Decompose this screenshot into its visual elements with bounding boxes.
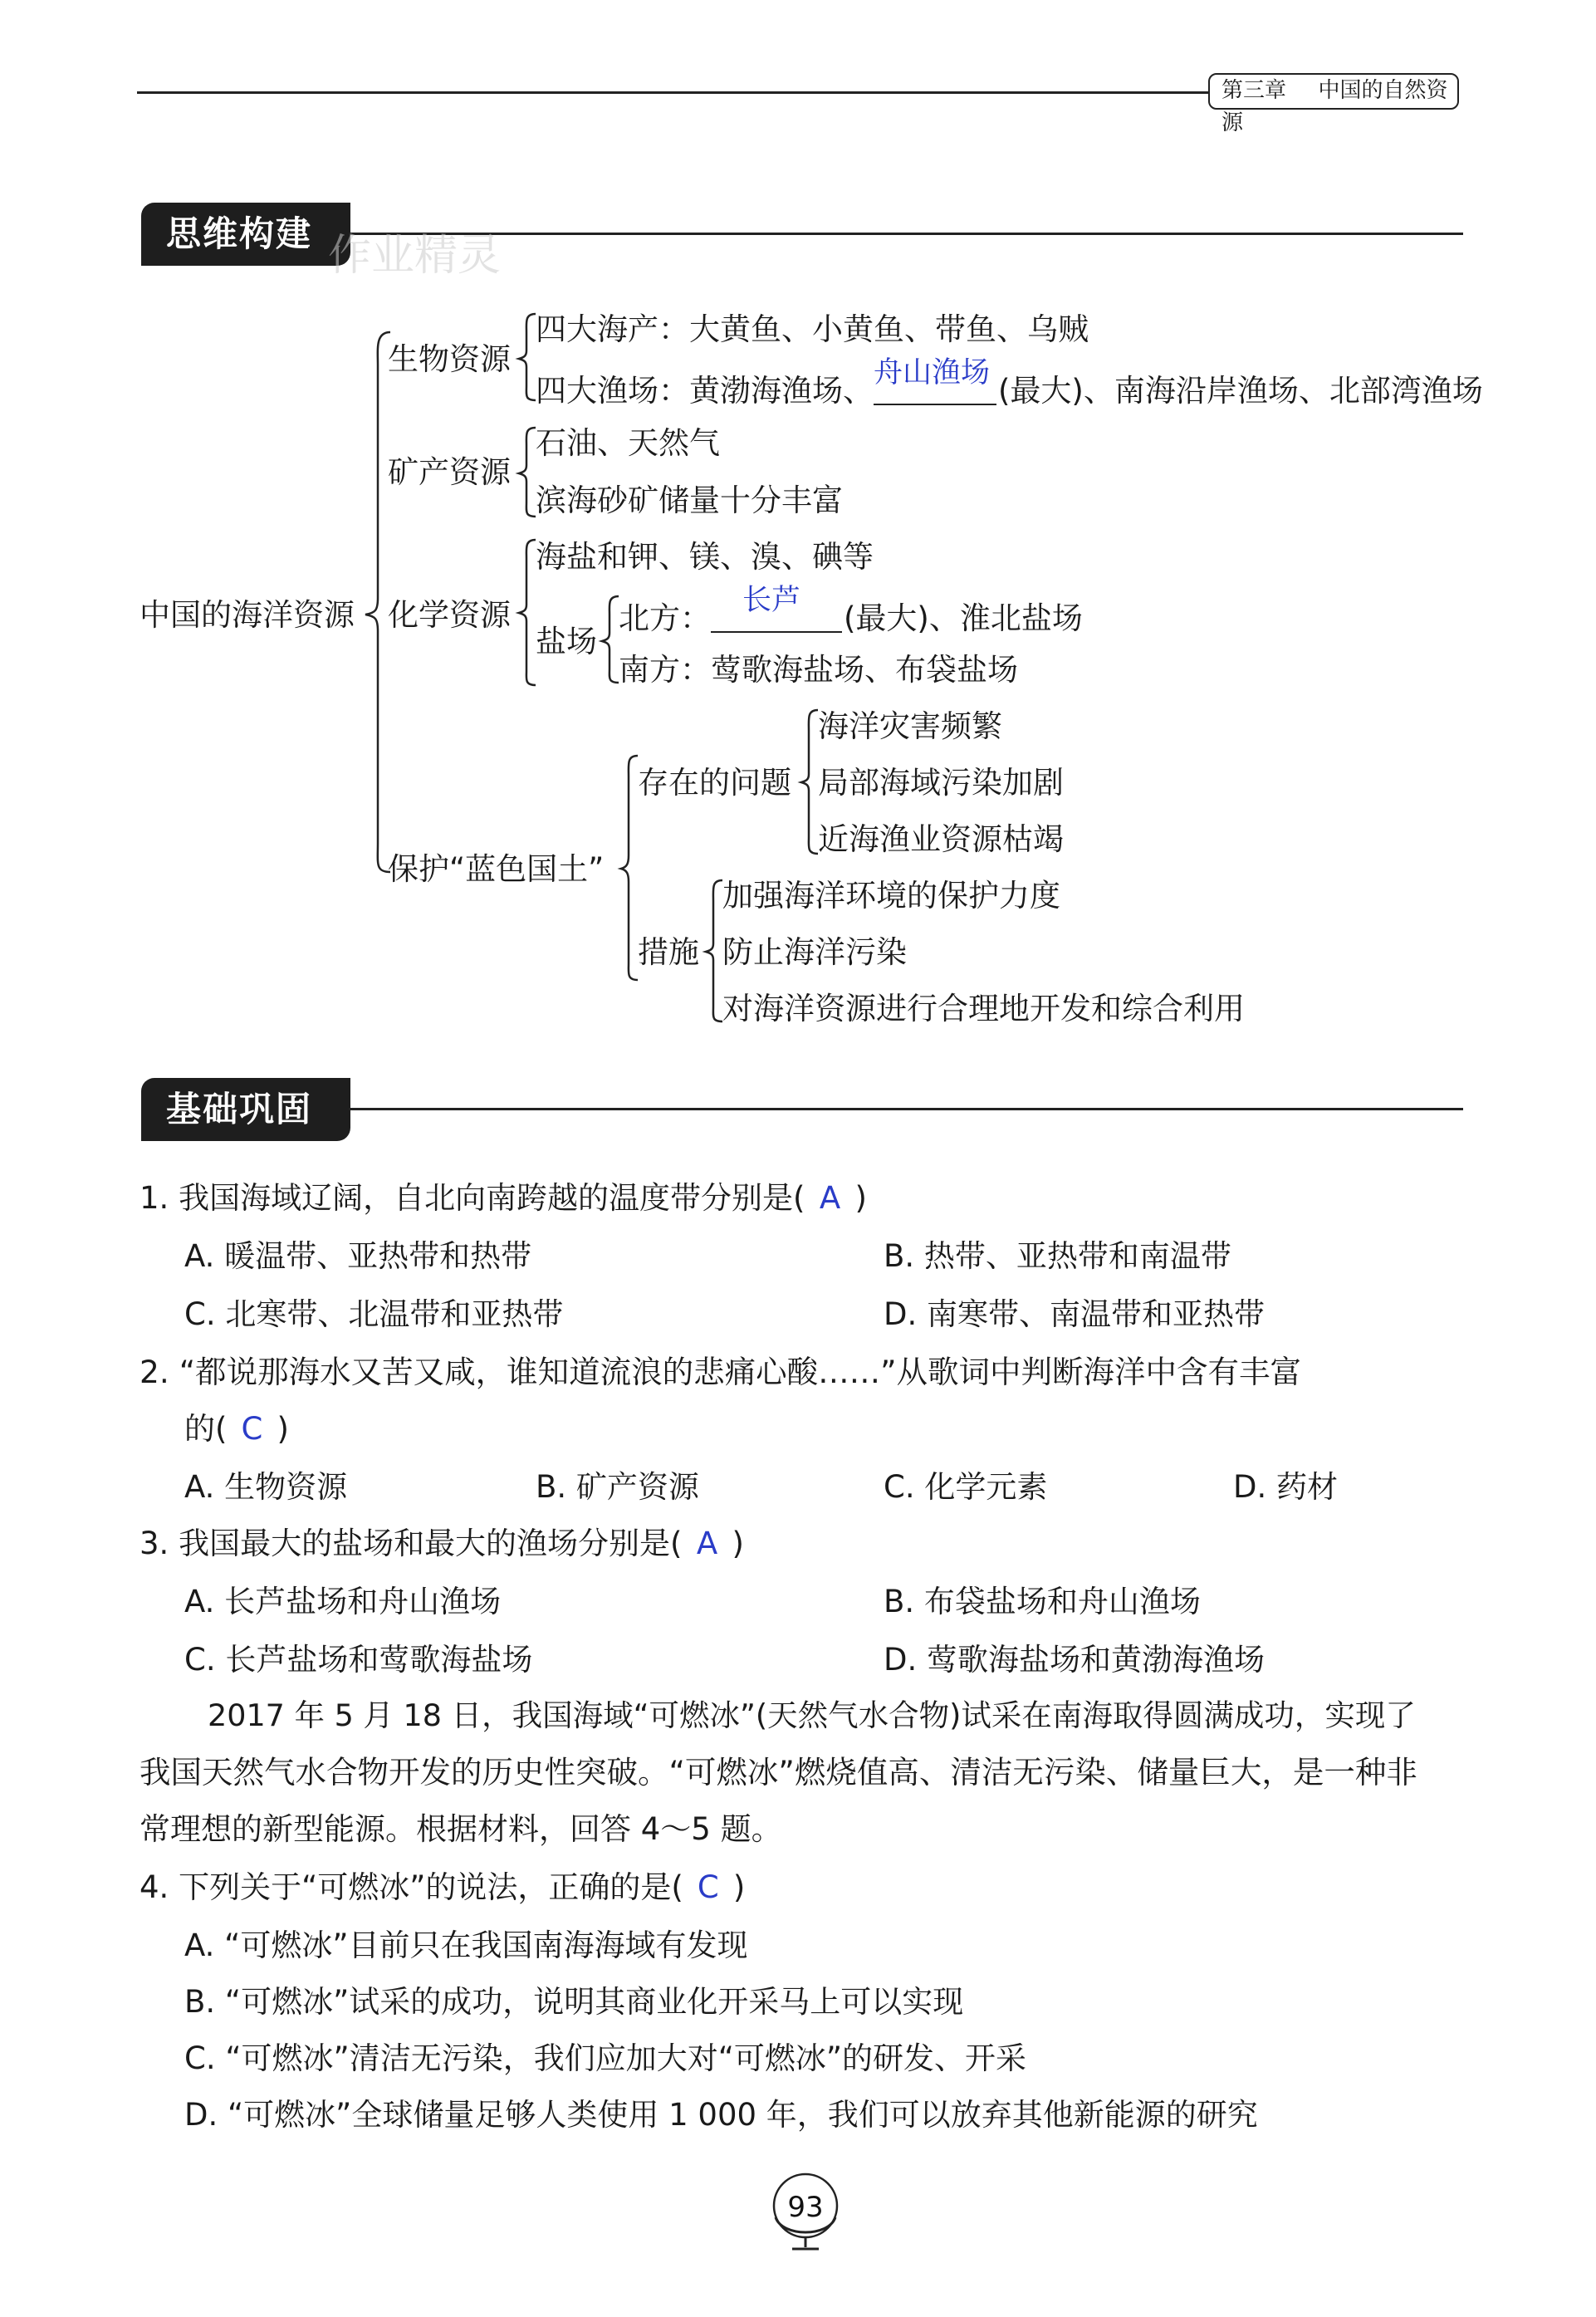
answer-zhoushan: 舟山渔场 [874, 356, 991, 389]
q3-option-b: B. 布袋盐场和舟山渔场 [884, 1584, 1201, 1619]
answer-q3: A [696, 1526, 718, 1561]
salt-label: 盐场 [536, 624, 597, 659]
bio-item-2: 四大渔场：黄渤海渔场、 舟山渔场 (最大)、南海沿岸渔场、北部湾渔场 [536, 356, 1483, 409]
page-number: 93 [787, 2191, 824, 2224]
q1-option-a: A. 暖温带、亚热带和热带 [184, 1238, 532, 1274]
problems-label: 存在的问题 [638, 765, 791, 801]
q4-option-c: C. “可燃冰”清洁无污染，我们应加大对“可燃冰”的研发、开采 [184, 2040, 1027, 2076]
salt-brace [602, 596, 619, 683]
page-number-badge [764, 2168, 847, 2255]
question-4-stem: 4. 下列关于“可燃冰”的说法，正确的是( C ) [140, 1869, 746, 1905]
q1-option-d: D. 南寒带、南温带和亚热带 [884, 1296, 1266, 1332]
section-basics-rule [349, 1108, 1463, 1110]
measure-item-3: 对海洋资源进行合理地开发和综合利用 [722, 991, 1245, 1026]
bio-brace [519, 314, 536, 400]
measures-label: 措施 [638, 934, 699, 970]
q1-option-c: C. 北寒带、北温带和亚热带 [184, 1296, 564, 1332]
problem-item-1: 海洋灾害频繁 [818, 708, 1002, 744]
q3-option-a: A. 长芦盐场和舟山渔场 [184, 1584, 502, 1619]
q3-option-c: C. 长芦盐场和莺歌海盐场 [184, 1642, 533, 1678]
section-mindmap-title: 思维构建 [141, 203, 350, 266]
q2-option-c: C. 化学元素 [884, 1469, 1048, 1505]
blank-underline [711, 631, 842, 633]
chem-label: 化学资源 [388, 597, 511, 633]
measure-item-1: 加强海洋环境的保护力度 [722, 878, 1060, 914]
q2-option-b: B. 矿产资源 [536, 1469, 699, 1505]
question-2-stem-cont: 的( C ) [184, 1411, 289, 1447]
answer-changlu: 长芦 [742, 584, 801, 617]
chapter-title: 中国的自然资源 [1221, 78, 1448, 135]
mineral-brace [519, 428, 536, 517]
chem-item-1: 海盐和钾、镁、溴、碘等 [536, 539, 874, 575]
bio-item-1: 四大海产：大黄鱼、小黄鱼、带鱼、乌贼 [536, 311, 1089, 347]
mineral-item-1: 石油、天然气 [536, 425, 720, 461]
question-2-stem: 2. “都说那海水又苦又咸，谁知道流浪的悲痛心酸……”从歌词中判断海洋中含有丰富 [140, 1354, 1302, 1390]
q2-option-a: A. 生物资源 [184, 1469, 348, 1505]
answer-q2: C [241, 1411, 263, 1447]
problems-brace [801, 710, 818, 854]
answer-q1: A [819, 1180, 841, 1216]
mindmap-root: 中国的海洋资源 [140, 597, 355, 633]
q3-option-d: D. 莺歌海盐场和黄渤海渔场 [884, 1642, 1266, 1678]
question-1-stem: 1. 我国海域辽阔，自北向南跨越的温度带分别是( A ) [140, 1180, 867, 1216]
chem-brace [519, 540, 536, 685]
q4-option-d: D. “可燃冰”全球储量足够人类使用 1 000 年，我们可以放弃其他新能源的研究 [184, 2097, 1258, 2133]
mineral-label: 矿产资源 [388, 454, 511, 490]
chapter-number: 第三章 [1221, 78, 1287, 103]
measures-brace [706, 880, 722, 1021]
salt-south: 南方：莺歌海盐场、布袋盐场 [619, 652, 1018, 688]
section-basics-title: 基础巩固 [141, 1078, 350, 1141]
blank-underline [874, 404, 996, 405]
q4-option-b: B. “可燃冰”试采的成功，说明其商业化开采马上可以实现 [184, 1984, 964, 2020]
passage-line-2: 我国天然气水合物开发的历史性突破。“可燃冰”燃烧值高、清洁无污染、储量巨大，是一种非 [140, 1754, 1417, 1790]
bio-label: 生物资源 [388, 341, 511, 377]
question-3-stem: 3. 我国最大的盐场和最大的渔场分别是( A ) [140, 1526, 744, 1561]
q2-option-d: D. 药材 [1233, 1469, 1339, 1505]
mineral-item-2: 滨海砂矿储量十分丰富 [536, 483, 843, 518]
passage-line-3: 常理想的新型能源。根据材料，回答 4～5 题。 [140, 1811, 782, 1847]
q1-option-b: B. 热带、亚热带和南温带 [884, 1238, 1231, 1274]
passage-line-1: 2017 年 5 月 18 日，我国海域“可燃冰”(天然气水合物)试采在南海取得圆满成功，实现了 [208, 1697, 1416, 1733]
root-brace [365, 332, 390, 872]
watermark: 作业精灵 [328, 231, 502, 281]
salt-north: 北方： 长芦 (最大)、淮北盐场 [619, 584, 1083, 636]
answer-q4: C [697, 1869, 719, 1905]
problem-item-3: 近海渔业资源枯竭 [818, 821, 1064, 857]
measure-item-2: 防止海洋污染 [722, 934, 907, 970]
protect-brace [621, 756, 638, 980]
problem-item-2: 局部海域污染加剧 [818, 765, 1064, 801]
q4-option-a: A. “可燃冰”目前只在我国南海海域有发现 [184, 1928, 748, 1963]
protect-label: 保护“蓝色国土” [388, 851, 605, 887]
